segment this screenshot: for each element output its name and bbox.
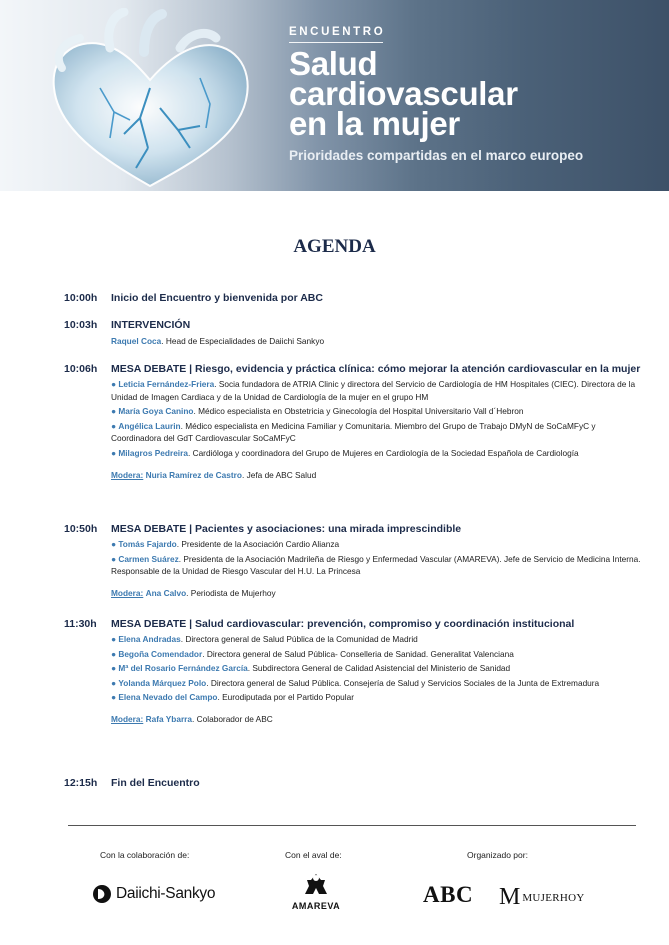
item-title: Inicio del Encuentro y bienvenida por ABC [111,292,323,304]
moderator-label: Modera: [111,713,144,724]
moderator-name: Nuria Ramírez de Castro [145,469,242,480]
item-title: MESA DEBATE | Riesgo, evidencia y práctica clínica: cómo mejorar la atención cardiovascular en la mujer [111,363,641,375]
panelist-name: María Goya Canino [118,406,194,417]
panelist-desc: . Subdirectora General de Calidad Asistencial del Ministerio de Sanidad [247,663,511,674]
moderator-name: Ana Calvo [145,587,187,598]
moderator-desc: . Colaborador de ABC [192,713,273,724]
title-line-2: cardiovascular [289,75,518,112]
panelist-desc: . Directora general de Salud Pública- Conselleria de Sanidad. Generalitat Valenciana [202,648,514,659]
header-banner [0,0,669,191]
panelist [111,405,644,418]
mujerhoy-logo [499,884,585,911]
bullet-icon: ● [111,539,119,549]
bullet-icon: ● [111,447,119,458]
panelist-name: Yolanda Márquez Polo [118,677,207,688]
panelist-name: Elena Nevado del Campo [118,692,218,703]
item-time: 11:30h [64,618,97,630]
moderator-desc: . Periodista de Mujerhoy [186,587,276,598]
eyebrow-underline [289,42,383,43]
amareva-logo [287,872,345,911]
panelist [111,538,644,551]
bullet-icon: ● [111,692,119,703]
panelist-desc: . Cardióloga y coordinadora del Grupo de Mujeres en Cardiología de la Sociedad Española de Cardiología [187,447,579,458]
bullet-icon: ● [111,648,119,659]
agenda-item [64,319,644,348]
panelist [111,691,644,704]
hero-subtitle: Prioridades compartidas en el marco europeo [289,148,584,163]
aval-label: Con el aval de: [285,850,342,860]
moderator-label: Modera: [111,587,144,598]
header-text [289,26,583,163]
panelist [111,553,644,578]
org-label: Organizado por: [467,850,528,860]
panelist-desc: . Presidente de la Asociación Cardio Alianza [176,539,340,549]
panelist-name: Carmen Suárez [118,553,179,564]
daiichi-text: Daiichi-Sankyo [116,885,216,902]
item-time: 10:50h [64,523,98,535]
agenda-item [64,618,644,726]
panelist [111,677,644,690]
bullet-icon: ● [111,379,119,389]
amareva-text: AMAREVA [291,901,341,911]
panelist [111,633,644,646]
bullet-icon: ● [111,553,119,564]
daiichi-icon [92,884,112,904]
collab-label: Con la colaboración de: [100,850,190,860]
item-time: 10:00h [64,292,98,304]
moderator-label: Modera: [111,469,144,480]
title-line-3: en la mujer [289,105,460,142]
hero-title [289,45,583,142]
panelist-desc: . Médico especialista en Medicina Familiar y Comunitaria. Miembro del Grupo de Trabajo DMyN de SoCaMFyC y Coordinadora del GdT Cardiovascular SoCaMFyC [111,420,596,444]
item-title: MESA DEBATE | Pacientes y asociaciones: una mirada imprescindible [111,523,462,535]
speaker-name: Raquel Coca [111,336,162,346]
agenda-item [64,523,644,599]
moderator [111,469,644,482]
footer-divider [68,825,636,826]
heart-illustration [40,8,260,191]
speaker [111,335,644,348]
item-time: 10:06h [64,363,98,375]
panelist [111,378,644,403]
panelist-name: Begoña Comendador [118,648,203,659]
panelist-desc: . Presidenta de la Asociación Madrileña de Riesgo y Enfermedad Vascular (AMAREVA). Jefe de Servicio de Medicina Interna. Responsable de la Unidad de Riesgo Vascular del H.U. La Princesa [111,553,641,577]
mujerhoy-m-icon: M [499,884,521,910]
daiichi-sankyo-logo [92,884,215,904]
bullet-icon: ● [111,677,119,688]
item-title: Fin del Encuentro [111,777,200,789]
panelist-desc: . Médico especialista en Obstetricia y Ginecología del Hospital Universitario Vall d´Hebron [193,406,524,417]
panelist [111,648,644,661]
abc-logo: ABC [423,882,474,907]
moderator [111,587,644,600]
panelist-desc: . Socia fundadora de ATRIA Clinic y directora del Servicio de Cardiología de HM Hospitales (CIEC). Directora de la Unidad de Imagen Cardiaca y de la Unidad de Cardiología de la mujer en el grupo HM [111,379,636,402]
agenda-item [64,363,644,481]
moderator [111,713,644,726]
bullet-icon: ● [111,406,119,417]
panelist [111,447,644,460]
panelist-desc: . Directora general de Salud Pública. Consejería de Salud y Servicios Sociales de la Junta de Extremadura [206,677,600,688]
amareva-icon [301,872,331,896]
bullet-icon: ● [111,663,119,674]
speaker-desc: . Head de Especialidades de Daiichi Sankyo [161,336,325,346]
agenda-title: AGENDA [293,236,376,257]
panelist-desc: . Eurodiputada por el Partido Popular [217,692,354,703]
panelist-name: Elena Andradas [118,634,181,644]
item-time: 10:03h [64,319,98,331]
panelist [111,662,644,675]
agenda-item [64,777,644,789]
bullet-icon: ● [111,634,119,644]
title-line-1: Salud [289,45,378,82]
mujerhoy-text: MUJERHOY [522,891,585,904]
moderator-name: Rafa Ybarra [145,713,193,724]
panelist [111,420,644,445]
item-time: 12:15h [64,777,98,789]
panelist-name: Tomás Fajardo [118,539,177,549]
eyebrow: ENCUENTRO [289,26,386,38]
panelist-name: Angélica Laurin [118,420,181,431]
item-title: MESA DEBATE | Salud cardiovascular: prevención, compromiso y coordinación institucional [111,618,575,630]
panelist-desc: . Directora general de Salud Pública de la Comunidad de Madrid [180,634,418,644]
panelist-name: Milagros Pedreira [118,447,188,458]
panelist-name: Mª del Rosario Fernández García [118,663,248,674]
panelist-name: Leticia Fernández-Friera [118,379,215,389]
bullet-icon: ● [111,420,119,431]
agenda-item [64,292,644,304]
item-title: INTERVENCIÓN [111,319,191,331]
moderator-desc: . Jefa de ABC Salud [241,469,317,480]
